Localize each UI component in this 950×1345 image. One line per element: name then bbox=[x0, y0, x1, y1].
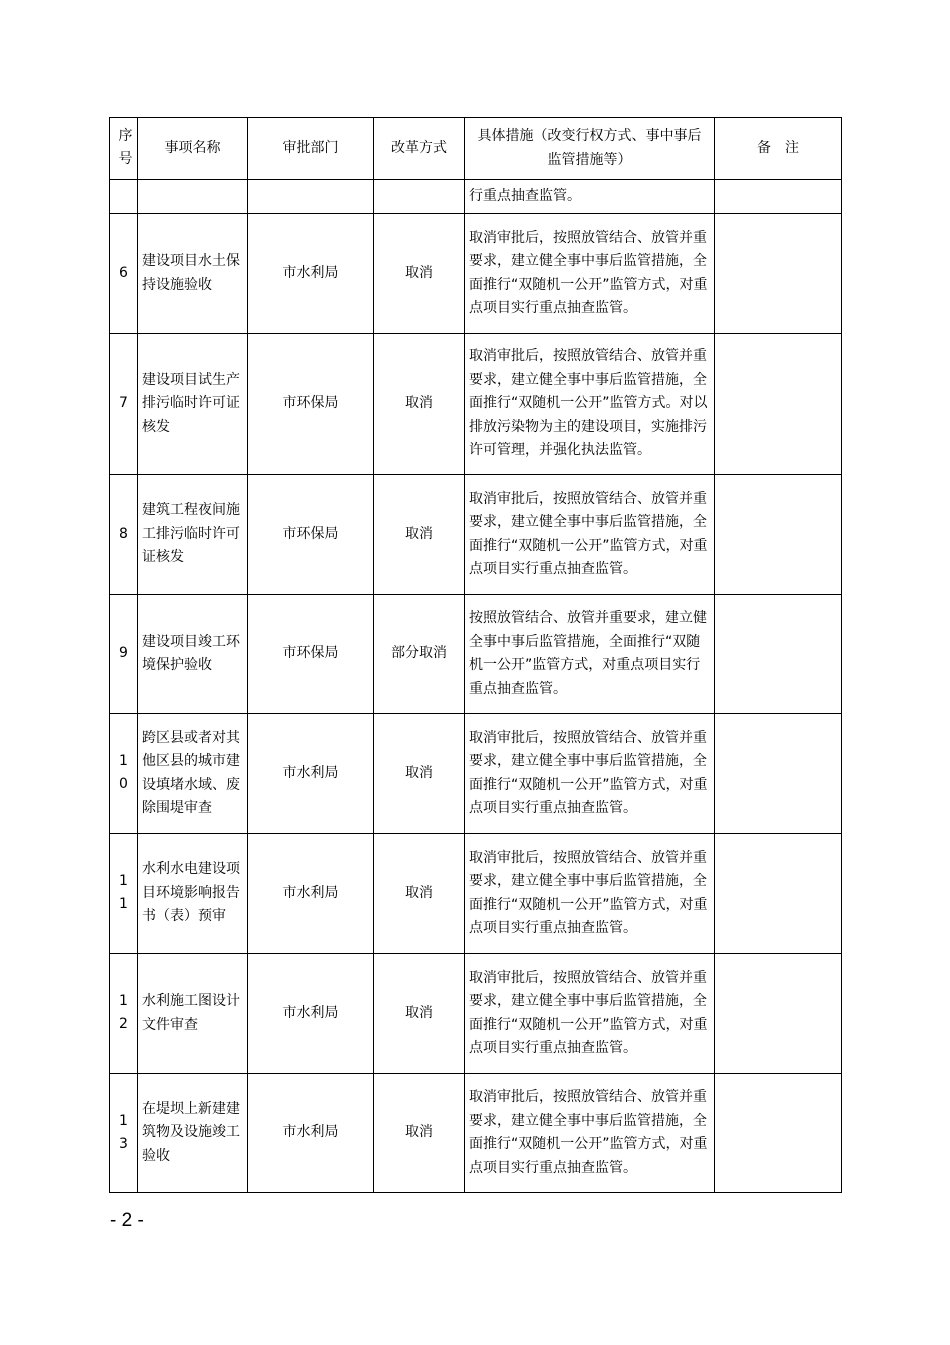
row-reform-mode: 取消 bbox=[374, 1074, 465, 1193]
row-item-name: 建设项目水土保持设施验收 bbox=[138, 214, 248, 334]
row-measures: 取消审批后，按照放管结合、放管并重要求，建立健全事中事后监管措施，全面推行“双随机一公开”监管方式，对重点项目实行重点抽查监管。 bbox=[465, 1074, 715, 1193]
table-row bbox=[110, 834, 842, 954]
table-row bbox=[110, 475, 842, 595]
row-index bbox=[110, 595, 138, 714]
row-index bbox=[110, 214, 138, 334]
header-index: 序号 bbox=[110, 118, 138, 180]
row-index bbox=[110, 1074, 138, 1193]
continuation-row bbox=[110, 180, 842, 214]
row-item-name: 水利施工图设计文件审查 bbox=[138, 954, 248, 1074]
row-department: 市水利局 bbox=[248, 834, 374, 954]
page-number: - 2 - bbox=[110, 1210, 144, 1231]
row-remarks bbox=[715, 714, 842, 834]
row-measures: 取消审批后，按照放管结合、放管并重要求，建立健全事中事后监管措施，全面推行“双随机一公开”监管方式，对重点项目实行重点抽查监管。 bbox=[465, 834, 715, 954]
row-department: 市环保局 bbox=[248, 334, 374, 475]
row-item-name: 建筑工程夜间施工排污临时许可证核发 bbox=[138, 475, 248, 595]
header-remarks: 备 注 bbox=[715, 118, 842, 180]
row-remarks bbox=[715, 595, 842, 714]
row-measures: 取消审批后，按照放管结合、放管并重要求，建立健全事中事后监管措施，全面推行“双随机一公开”监管方式，对重点项目实行重点抽查监管。 bbox=[465, 714, 715, 834]
row-index-text: 8 bbox=[119, 525, 128, 542]
row-reform-mode: 取消 bbox=[374, 714, 465, 834]
row-item-name: 跨区县或者对其他区县的城市建设填堵水域、废除围堤审查 bbox=[138, 714, 248, 834]
row-reform-mode: 部分取消 bbox=[374, 595, 465, 714]
continuation-reform bbox=[374, 180, 465, 214]
row-index-text: 6 bbox=[119, 264, 128, 281]
table-row bbox=[110, 334, 842, 475]
row-remarks bbox=[715, 214, 842, 334]
table-row bbox=[110, 595, 842, 714]
row-department: 市水利局 bbox=[248, 1074, 374, 1193]
row-department: 市水利局 bbox=[248, 714, 374, 834]
row-measures: 取消审批后，按照放管结合、放管并重要求，建立健全事中事后监管措施，全面推行“双随机一公开”监管方式。对以排放污染物为主的建设项目，实施排污许可管理，并强化执法监管。 bbox=[465, 334, 715, 475]
row-measures: 取消审批后，按照放管结合、放管并重要求，建立健全事中事后监管措施，全面推行“双随机一公开”监管方式，对重点项目实行重点抽查监管。 bbox=[465, 475, 715, 595]
row-index-text: 13 bbox=[119, 1112, 128, 1152]
header-row bbox=[110, 118, 842, 180]
row-index-text: 9 bbox=[119, 645, 128, 662]
continuation-index bbox=[110, 180, 138, 214]
row-remarks bbox=[715, 954, 842, 1074]
row-reform-mode: 取消 bbox=[374, 475, 465, 595]
header-department: 审批部门 bbox=[248, 118, 374, 180]
continuation-measures: 行重点抽查监管。 bbox=[465, 180, 715, 214]
table-row bbox=[110, 214, 842, 334]
row-index-text: 7 bbox=[119, 395, 128, 412]
row-measures: 按照放管结合、放管并重要求，建立健全事中事后监管措施，全面推行“双随机一公开”监管方式，对重点项目实行重点抽查监管。 bbox=[465, 595, 715, 714]
row-reform-mode: 取消 bbox=[374, 214, 465, 334]
header-reform: 改革方式 bbox=[374, 118, 465, 180]
row-item-name: 建设项目竣工环境保护验收 bbox=[138, 595, 248, 714]
row-remarks bbox=[715, 1074, 842, 1193]
row-index bbox=[110, 334, 138, 475]
approval-items-table bbox=[109, 117, 842, 1193]
row-index-text: 12 bbox=[119, 993, 128, 1033]
row-index bbox=[110, 954, 138, 1074]
row-item-name: 水利水电建设项目环境影响报告书（表）预审 bbox=[138, 834, 248, 954]
table-row bbox=[110, 714, 842, 834]
row-department: 市环保局 bbox=[248, 595, 374, 714]
row-index bbox=[110, 834, 138, 954]
row-department: 市水利局 bbox=[248, 954, 374, 1074]
row-index bbox=[110, 714, 138, 834]
row-index-text: 10 bbox=[119, 753, 128, 793]
header-name: 事项名称 bbox=[138, 118, 248, 180]
row-reform-mode: 取消 bbox=[374, 954, 465, 1074]
row-measures: 取消审批后，按照放管结合、放管并重要求，建立健全事中事后监管措施，全面推行“双随机一公开”监管方式，对重点项目实行重点抽查监管。 bbox=[465, 954, 715, 1074]
continuation-department bbox=[248, 180, 374, 214]
header-measures: 具体措施（改变行权方式、事中事后监管措施等） bbox=[465, 118, 715, 180]
row-department: 市水利局 bbox=[248, 214, 374, 334]
table-row bbox=[110, 954, 842, 1074]
row-measures: 取消审批后，按照放管结合、放管并重要求，建立健全事中事后监管措施，全面推行“双随机一公开”监管方式，对重点项目实行重点抽查监管。 bbox=[465, 214, 715, 334]
continuation-name bbox=[138, 180, 248, 214]
table-body bbox=[110, 118, 842, 1193]
continuation-remarks bbox=[715, 180, 842, 214]
table-row bbox=[110, 1074, 842, 1193]
row-item-name: 在堤坝上新建建筑物及设施竣工验收 bbox=[138, 1074, 248, 1193]
row-remarks bbox=[715, 334, 842, 475]
row-department: 市环保局 bbox=[248, 475, 374, 595]
row-reform-mode: 取消 bbox=[374, 834, 465, 954]
row-item-name: 建设项目试生产排污临时许可证核发 bbox=[138, 334, 248, 475]
row-remarks bbox=[715, 834, 842, 954]
row-index bbox=[110, 475, 138, 595]
row-remarks bbox=[715, 475, 842, 595]
row-reform-mode: 取消 bbox=[374, 334, 465, 475]
row-index-text: 11 bbox=[119, 873, 128, 913]
